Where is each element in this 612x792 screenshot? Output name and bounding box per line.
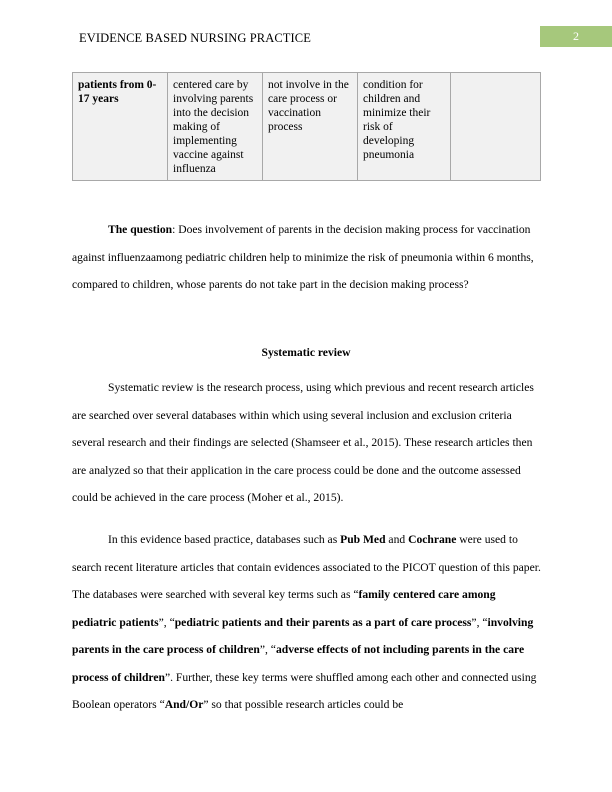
picot-table [72, 72, 541, 181]
table-cell-population: patients from 0-17 years [73, 73, 168, 181]
table-row [73, 73, 541, 181]
systematic-review-paragraph: Systematic review is the research process, using which previous and recent research articles are searched over several databases within which using several inclusion and exclusion criteria several research and their findings are selected (Shamseer et al., 2015). These research articles then are analyzed so that their application in the care process could be done and the outcome assessed could be achieved in the care process (Moher et al., 2015). [72, 381, 534, 504]
text-run: ”, “ [158, 615, 175, 629]
boolean-operators: And/Or [164, 698, 204, 711]
text-run: ”. Further, these key terms were shuffled among each other and connected using Boolean operators “ [72, 670, 537, 711]
key-term: involving parents in the care process of children [72, 615, 534, 656]
page-number-badge: 2 [540, 26, 612, 47]
text-run: In this evidence based practice, databases such as [108, 533, 341, 546]
question-text: : Does involvement of parents in the decision making process for vaccination against influenzaamong pediatric children help to minimize the risk of pneumonia within 6 months, compared to children, whose parents do not take part in the decision making process? [72, 223, 534, 291]
section-heading: Systematic review [261, 346, 351, 359]
running-head: EVIDENCE BASED NURSING PRACTICE [79, 31, 311, 45]
table-cell-comparison: not involve in the care process or vaccination process [263, 73, 358, 181]
question-label: The question [108, 223, 173, 236]
text-run: and [385, 533, 409, 546]
table-cell-outcome: condition for children and minimize their risk of developing pneumonia [358, 73, 451, 181]
search-strategy-paragraph [72, 526, 542, 719]
database-name: Cochrane [408, 533, 457, 546]
key-term: family centered care among pediatric patients [72, 588, 496, 629]
text-run: ” so that possible research articles could be [203, 698, 404, 711]
database-name: Pub Med [340, 533, 386, 546]
key-term: pediatric patients and their parents as a part of care process [174, 615, 472, 629]
text-run: ”, “ [259, 643, 276, 656]
text-run: were used to search recent literature articles that contain evidences associated to the PICOT question of this paper. The databases were searched with several key terms such as “ [72, 533, 541, 601]
table-cell-time [451, 73, 541, 181]
question-paragraph [72, 216, 542, 299]
table-cell-intervention: centered care by involving parents into the decision making of implementing vaccine against influenza [168, 73, 263, 181]
key-term: adverse effects of not including parents in the care process of children [72, 643, 525, 684]
text-run: ”, “ [471, 615, 488, 629]
